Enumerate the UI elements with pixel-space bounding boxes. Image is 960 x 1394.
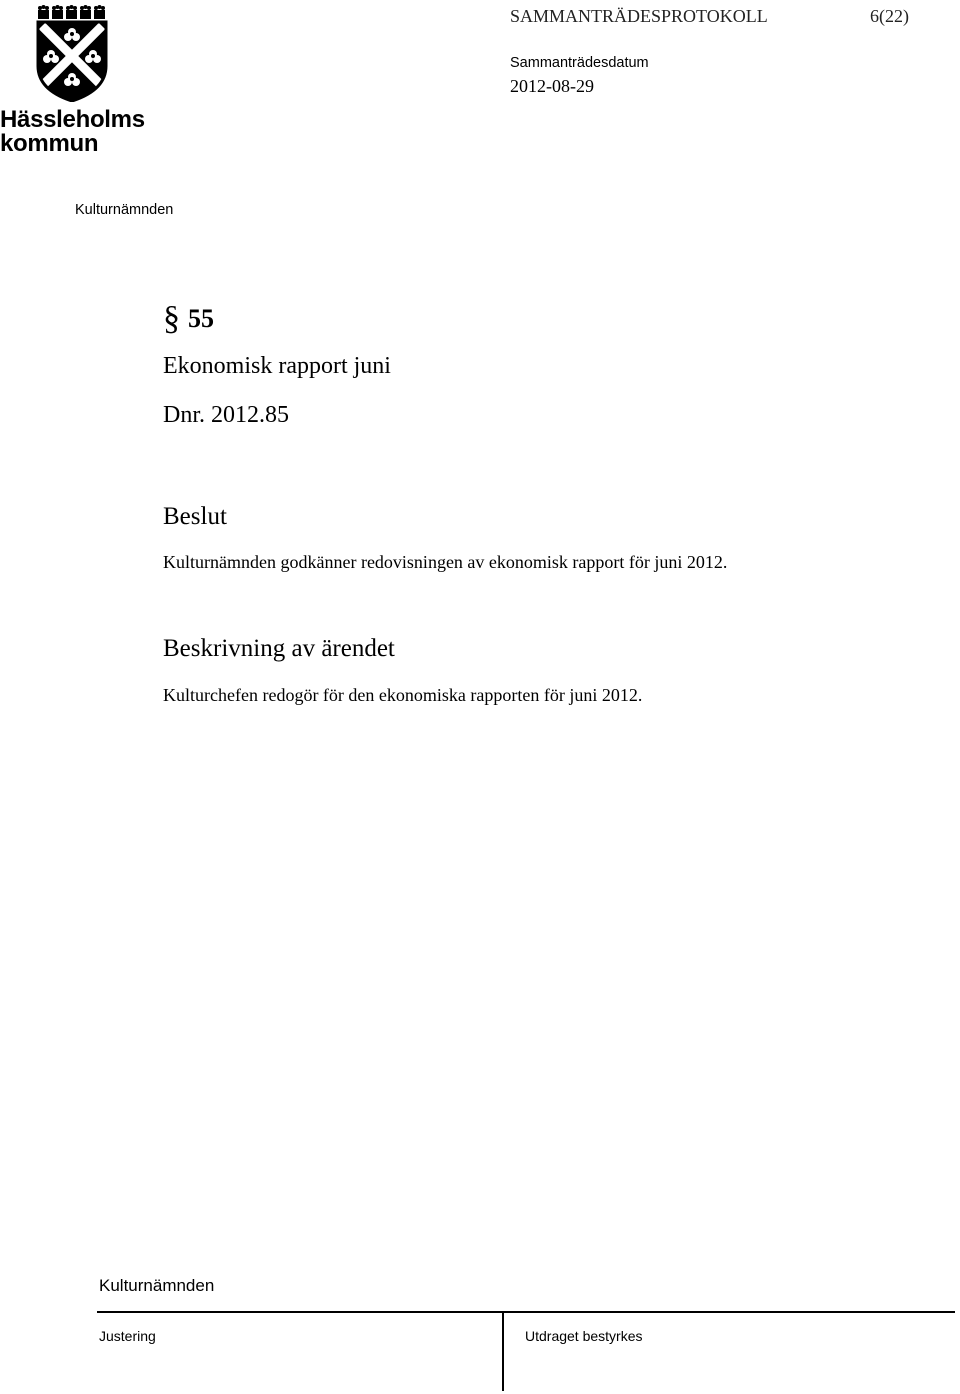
footer-column-divider [502,1311,504,1391]
coat-of-arms-icon [36,4,108,102]
page-number: 6(22) [870,6,909,26]
footer-committee: Kulturnämnden [99,1276,215,1295]
section-symbol: § [163,300,180,337]
utdrag-label: Utdraget bestyrkes [525,1328,643,1344]
committee-name: Kulturnämnden [75,202,174,218]
justering-label: Justering [99,1328,156,1344]
decision-text: Kulturnämnden godkänner redovisningen av ekonomisk rapport för juni 2012. [163,552,728,572]
description-text: Kulturchefen redogör för den ekonomiska rapporten för juni 2012. [163,685,643,705]
meeting-date: 2012-08-29 [510,76,594,96]
footer-divider [97,1311,955,1313]
section-number: 55 [188,304,214,333]
diary-number: Dnr. 2012.85 [163,402,289,428]
logo-name-line2: kommun [0,130,99,157]
section-heading [163,302,214,336]
municipality-logo [0,0,160,160]
meeting-date-label: Sammanträdesdatum [510,55,649,71]
description-heading: Beskrivning av ärendet [163,635,395,662]
decision-heading: Beslut [163,503,227,530]
document-type: SAMMANTRÄDESPROTOKOLL [510,6,768,26]
item-title: Ekonomisk rapport juni [163,353,391,379]
logo-name-line1: Hässleholms [0,106,145,133]
